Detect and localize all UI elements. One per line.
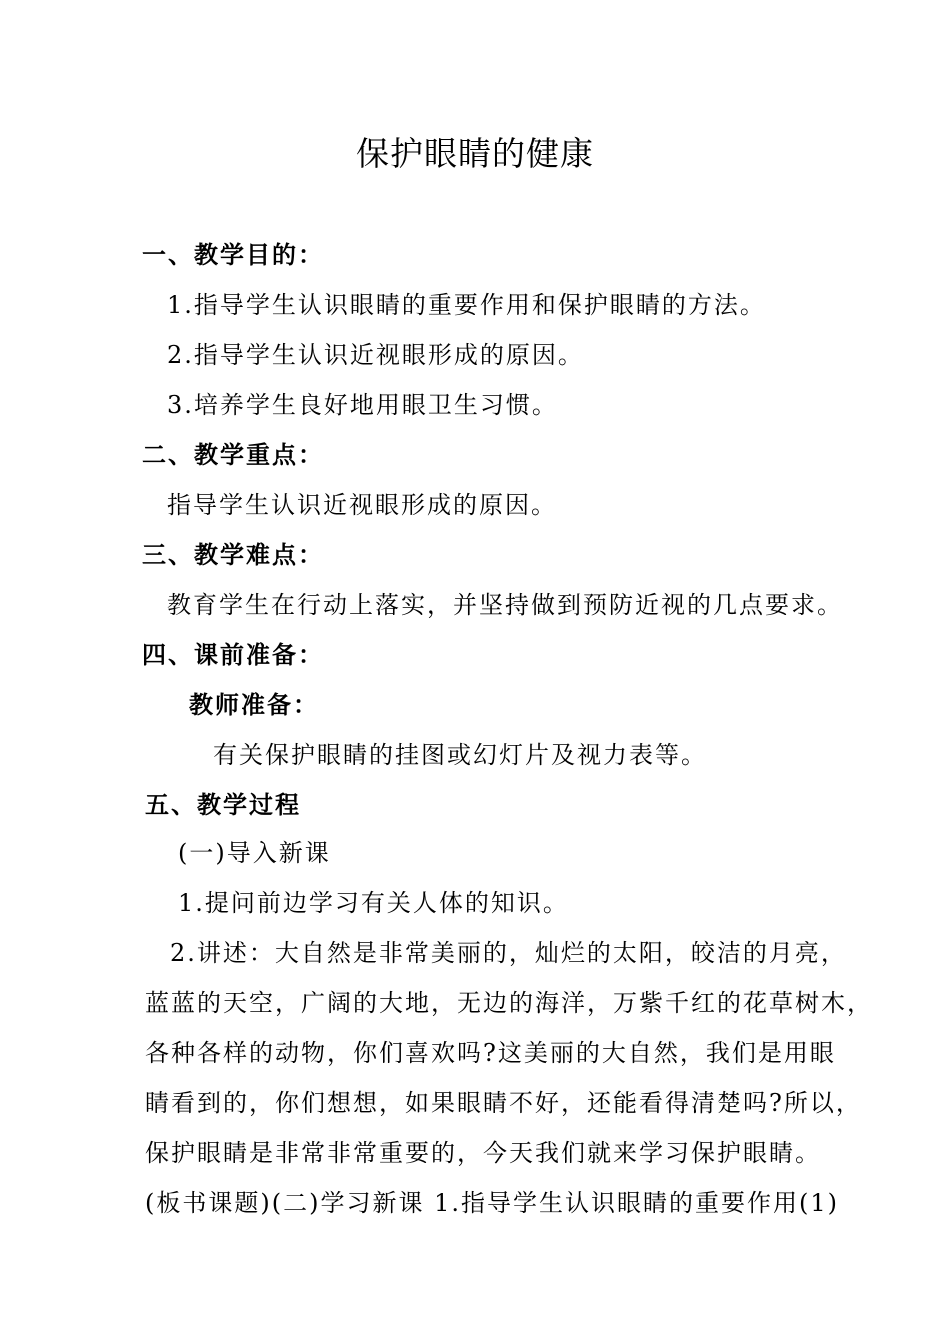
process-item-2-first-line: 2.讲述：大自然是非常美丽的，灿烂的太阳，皎洁的月亮， (170, 939, 847, 967)
key-points-text: 指导学生认识近视眼形成的原因。 (167, 491, 557, 519)
section-heading-objectives: 一、教学目的： (142, 241, 324, 269)
process-item-1: 1.提问前边学习有关人体的知识。 (178, 889, 569, 917)
paragraph-line: 蓝蓝的天空，广阔的大地，无边的海洋，万紫千红的花草树木， (145, 989, 873, 1017)
paragraph-line: 保护眼睛是非常非常重要的，今天我们就来学习保护眼睛。 (145, 1139, 821, 1167)
paragraph-line: 各种各样的动物，你们喜欢吗?这美丽的大自然，我们是用眼 (145, 1039, 836, 1067)
paragraph-line: 睛看到的，你们想想，如果眼睛不好，还能看得清楚吗?所以， (145, 1089, 862, 1117)
paragraph-line: (板书课题)(二)学习新课 1.指导学生认识眼睛的重要作用(1) (145, 1189, 839, 1217)
process-subheading-intro: (一)导入新课 (178, 839, 331, 867)
objective-item-2: 2.指导学生认识近视眼形成的原因。 (167, 341, 584, 369)
objective-item-3: 3.培养学生良好地用眼卫生习惯。 (167, 391, 558, 419)
objective-item-1: 1.指导学生认识眼睛的重要作用和保护眼睛的方法。 (167, 291, 766, 319)
section-heading-difficulties: 三、教学难点： (142, 541, 324, 569)
section-heading-process: 五、教学过程 (145, 791, 301, 819)
teacher-preparation-text: 有关保护眼睛的挂图或幻灯片及视力表等。 (213, 741, 707, 769)
difficulties-text: 教育学生在行动上落实，并坚持做到预防近视的几点要求。 (167, 591, 843, 619)
section-heading-key-points: 二、教学重点： (142, 441, 324, 469)
teacher-preparation-heading: 教师准备： (189, 691, 319, 719)
section-heading-preparation: 四、课前准备： (142, 641, 324, 669)
document-title: 保护眼睛的健康 (356, 134, 594, 173)
